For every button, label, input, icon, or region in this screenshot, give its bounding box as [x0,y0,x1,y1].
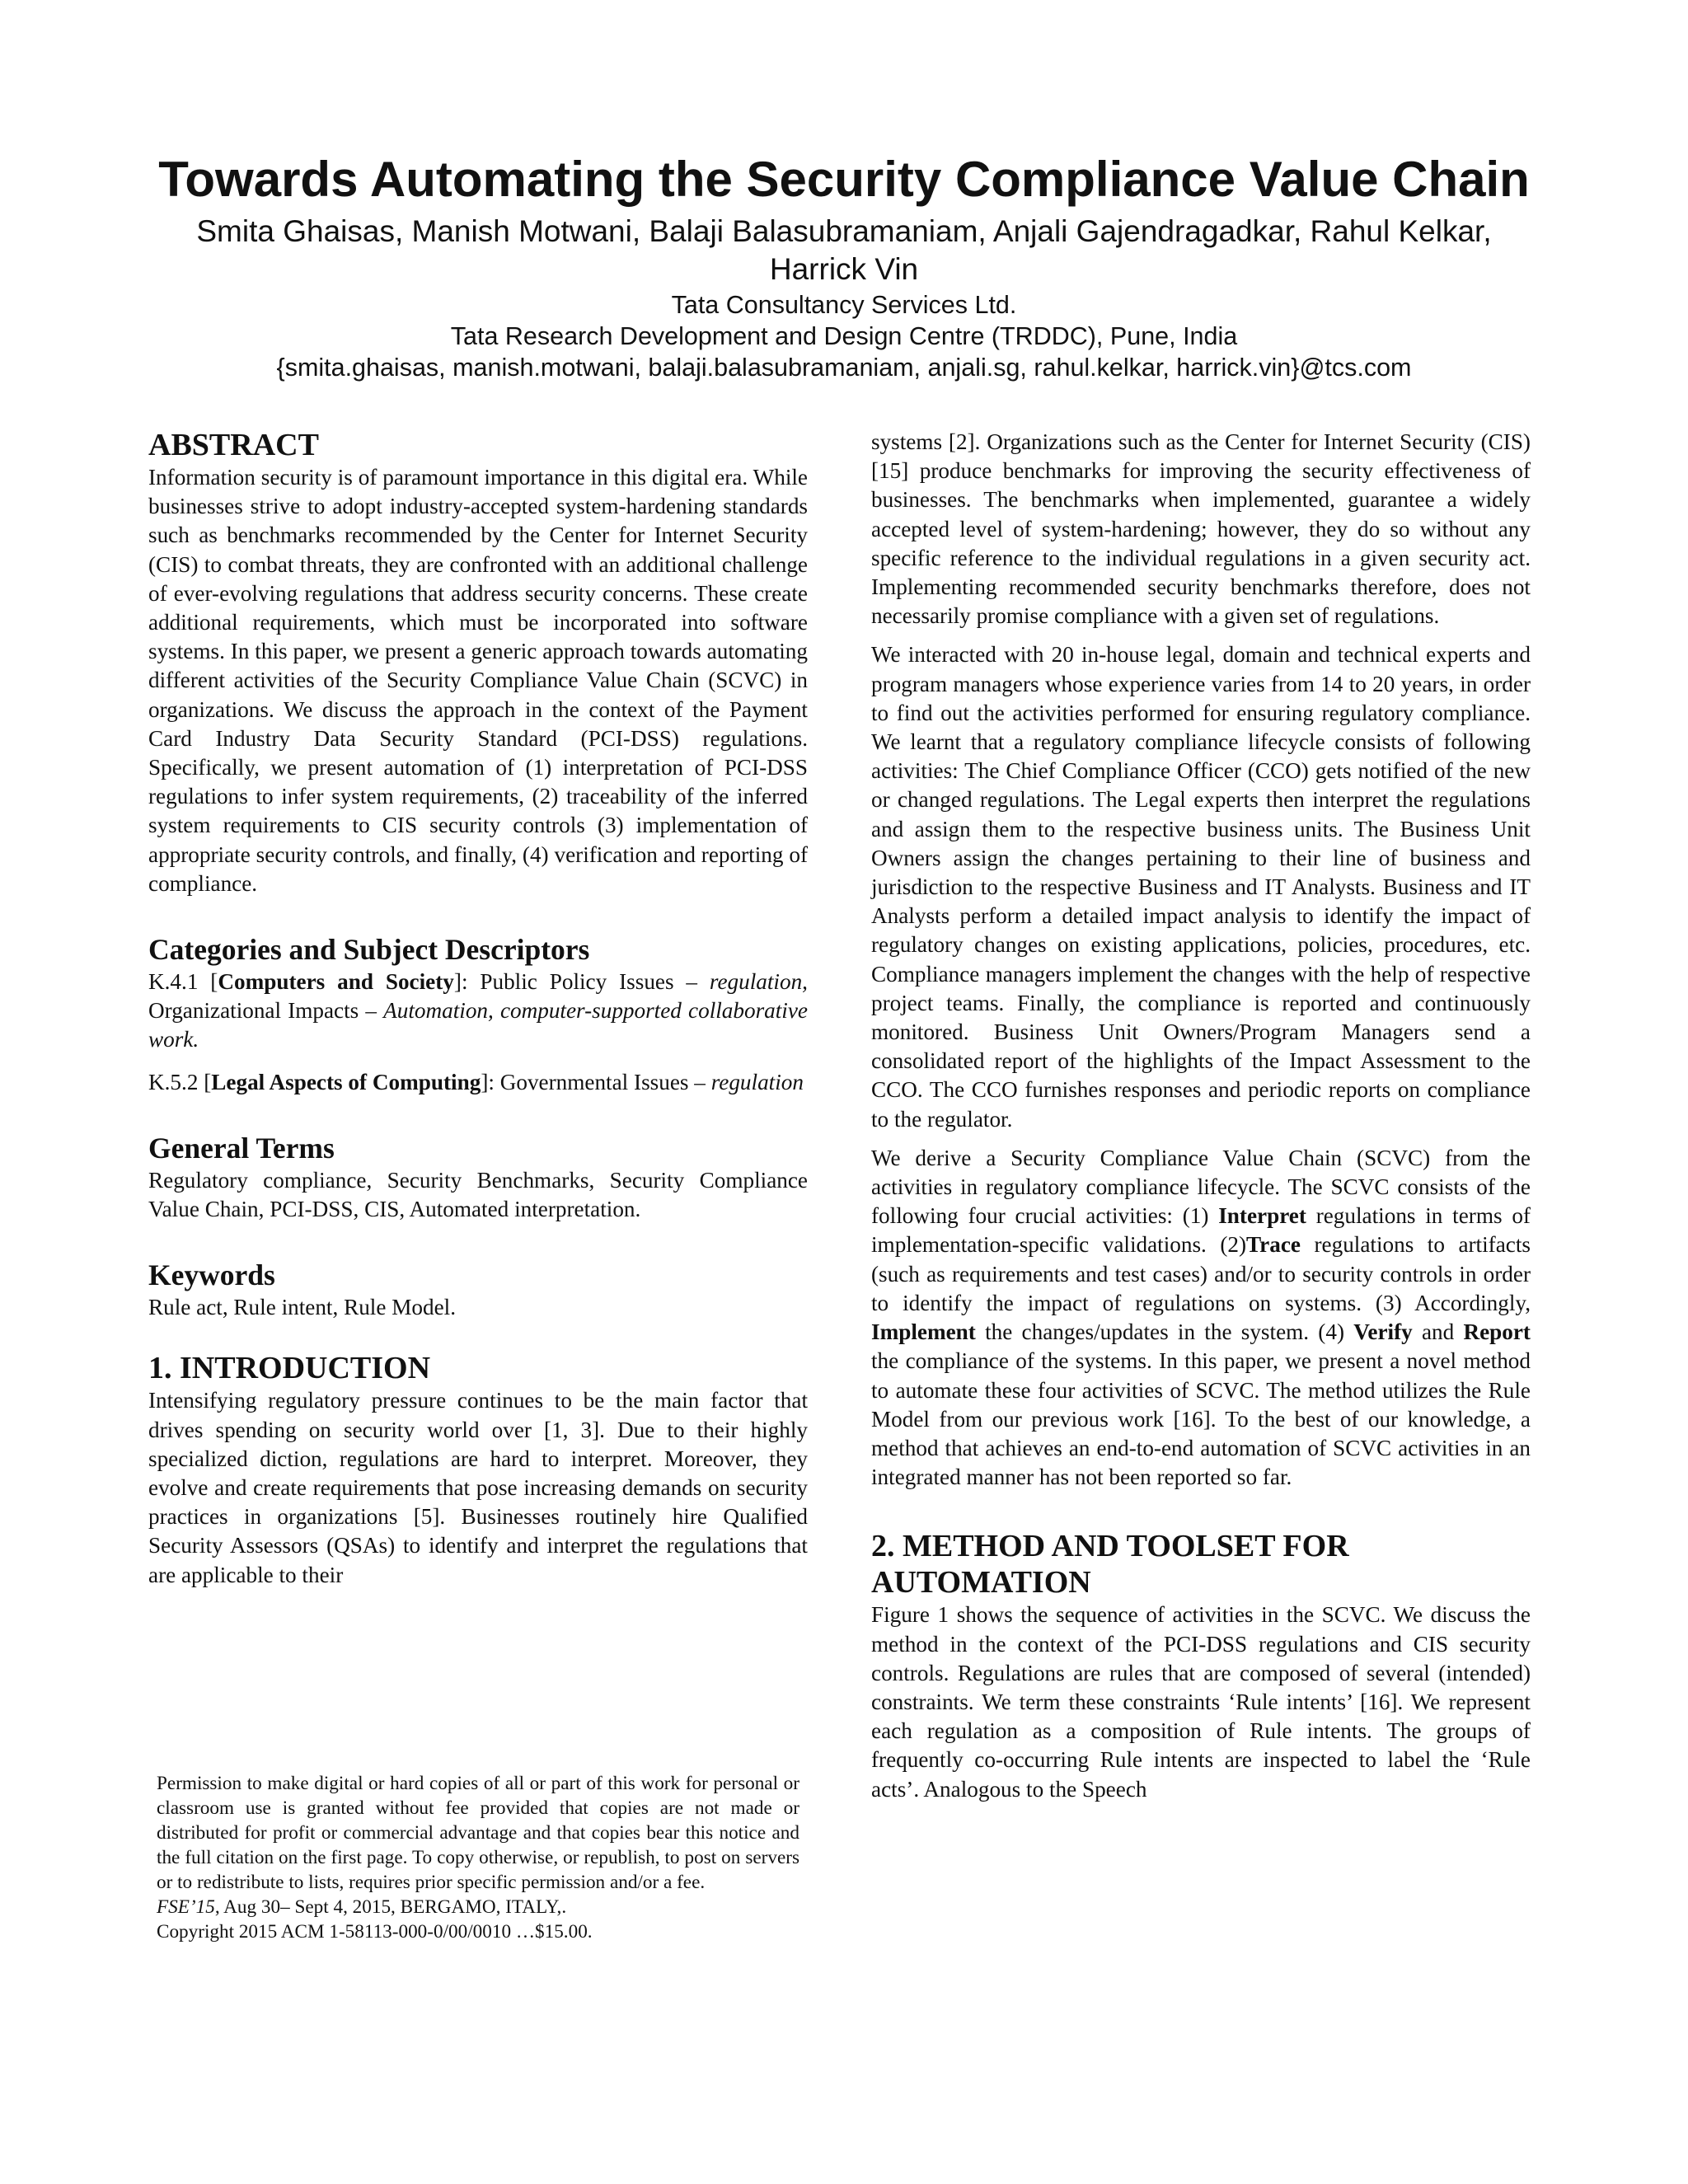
k41-subject: ]: Public Policy Issues – [453,969,710,995]
k41-regulation: regulation, [709,969,808,995]
venue-details: , Aug 30– Sept 4, 2015, BERGAMO, ITALY,. [214,1896,567,1918]
paper-title: Towards Automating the Security Compliance Value Chain [158,152,1530,207]
k41-automation: Automation, computer-supported collaborative work. [148,998,808,1052]
categories-heading: Categories and Subject Descriptors [148,933,590,967]
k52-code: K.5.2 [ [148,1069,212,1094]
p3-part-a: We derive a Security Compliance Value Chain (SCVC) from the activities in regulatory compliance lifecycle. The SCVC consists of the following four crucial activities: (1) [871,1145,1531,1229]
k52-subject: ]: Governmental Issues – [481,1069,711,1094]
introduction-text-right-2: We interacted with 20 in-house legal, domain and technical experts and program managers whose experience varies from 14 to 20 years, in order to find out the activities performed for ensuring regulatory compliance. We learnt that a regulatory compliance lifecycle consists of following activities: The Chief Compliance Officer (CCO) gets notified of the new or changed regulations. The Legal experts then interpret the regulations and assign them to the respective business units. The Business Unit Owners assign the changes pertaining to their line of business and jurisdiction to the respective Business and IT Analysts. Business and IT Analysts perform a detailed impact analysis to identify the impact of regulatory changes on existing applications, policies, procedures, etc. Compliance managers implement the changes with the help of respective project teams. Finally, the compliance is reported and continuously monitored. Business Unit Owners/Program Managers send a consolidated report of the highlights of the Impact Assessment to the CCO. The CCO furnishes responses and periodic reports on compliance to the regulator. [871,642,1531,1132]
venue-line [157,1895,799,1919]
abstract-heading: ABSTRACT [148,428,319,462]
keywords-heading: Keywords [148,1258,275,1292]
k41-code: K.4.1 [ [148,969,218,995]
p3-part-e: and [1412,1319,1464,1345]
p3-part-c: regulations to artifacts (such as requirements and test cases) and/or to security controls in order to identify the impact of regulations on systems. (3) Accordingly, [871,1232,1531,1315]
p3-verify: Verify [1353,1319,1413,1345]
k41-topic: Computers and Society [218,969,454,995]
introduction-text-left: Intensifying regulatory pressure continues to be the main factor that drives spending on security world over [1, 3]. Due to their highly specialized diction, regulations are hard to interpret. Moreover, they evolve and create requirements that pose increasing demands on security practices in organizations [5]. Businesses routinely hire Qualified Security Assessors (QSAs) to identify and interpret the regulations that are applicable to their [148,1388,808,1587]
category-k52 [148,1068,808,1097]
method-heading [871,1528,1531,1601]
authors-line-1: Smita Ghaisas, Manish Motwani, Balaji Balasubramaniam, Anjali Gajendragadkar, Rahul Kelkar, [196,214,1492,248]
introduction-text-right-3 [871,1144,1531,1492]
category-k41 [148,968,808,1055]
p3-report: Report [1463,1319,1531,1345]
general-terms-text: Regulatory compliance, Security Benchmarks, Security Compliance Value Chain, PCI-DSS, CIS, Automated interpretation. [148,1167,808,1222]
copyright-line: Copyright 2015 ACM 1-58113-000-0/00/0010 …$15.00. [157,1921,593,1943]
method-heading-line-1: 2. METHOD AND TOOLSET FOR [871,1529,1349,1564]
left-column [148,427,808,1590]
method-heading-line-2: AUTOMATION [871,1565,1091,1601]
p3-part-b: regulations in terms of implementation-specific validations. (2) [871,1203,1531,1258]
method-text: Figure 1 shows the sequence of activities in the SCVC. We discuss the method in the context of the PCI-DSS regulations and CIS security controls. Regulations are rules that are composed of several (intended) constraints. We term these constraints ‘Rule intents’ [16]. We represent each regulation as a composition of Rule intents. The groups of frequently co-occurring Rule intents are inspected to label the ‘Rule acts’. Analogous to the Speech [871,1602,1531,1802]
p3-interpret: Interpret [1218,1203,1306,1229]
affiliation-org: Tata Consultancy Services Ltd. [671,291,1017,319]
abstract-text: Information security is of paramount importance in this digital era. While businesses strive to adopt industry-accepted system-hardening standards such as benchmarks recommended by the Center for Internet Security (CIS) to combat threats, they are confronted with an additional challenge of ever-evolving regulations that address security concerns. These create additional requirements, which must be incorporated into software systems. In this paper, we present a generic approach towards automating different activities of the Security Compliance Value Chain (SCVC) in organizations. We discuss the approach in the context of the Payment Card Industry Data Security Standard (PCI-DSS) regulations. Specifically, we present automation of (1) interpretation of PCI-DSS regulations to infer system requirements, (2) traceability of the inferred system requirements to CIS security controls (3) implementation of appropriate security controls, and finally, (4) verification and reporting of compliance. [148,465,808,896]
permission-text: Permission to make digital or hard copies of all or part of this work for personal or classroom use is granted without fee provided that copies are not made or distributed for profit or commercial advantage and that copies bear this notice and the full citation on the first page. To copy otherwise, or republish, to post on servers or to redistribute to lists, requires prior specific permission and/or a fee. [157,1773,799,1893]
general-terms-heading: General Terms [148,1131,335,1165]
permission-notice [157,1771,799,1944]
p3-part-d: the changes/updates in the system. (4) [975,1319,1354,1345]
introduction-heading: 1. INTRODUCTION [148,1351,431,1386]
k41-org-impacts: Organizational Impacts – [148,998,384,1024]
p3-implement: Implement [871,1319,976,1345]
p3-part-f: the compliance of the systems. In this paper, we present a novel method to automate these four activities of SCVC. The method utilizes the Rule Model from our previous work [16]. To the best of our knowledge, a method that achieves an end-to-end automation of SCVC activities in an integrated manner has not been reported so far. [871,1348,1531,1490]
author-list [115,213,1573,288]
k52-regulation: regulation [710,1069,804,1094]
p3-trace: Trace [1246,1232,1301,1258]
right-column [871,428,1531,1804]
author-emails: {smita.ghaisas, manish.motwani, balaji.balasubramaniam, anjali.sg, rahul.kelkar, harrick.vin}@tcs.com [276,354,1412,382]
authors-line-2: Harrick Vin [769,252,919,286]
venue-name: FSE’15 [157,1896,215,1918]
k52-topic: Legal Aspects of Computing [211,1069,481,1094]
affiliation-centre: Tata Research Development and Design Centre (TRDDC), Pune, India [450,322,1238,350]
keywords-text: Rule act, Rule intent, Rule Model. [148,1295,457,1320]
introduction-text-right-1: systems [2]. Organizations such as the Center for Internet Security (CIS) [15] produce benchmarks for improving the security effectiveness of businesses. The benchmarks when implemented, guarantee a widely accepted level of system-hardening; however, they do so without any specific reference to the individual regulations in a given security act. Implementing recommended security benchmarks therefore, does not necessarily promise compliance with a given set of regulations. [871,429,1531,629]
